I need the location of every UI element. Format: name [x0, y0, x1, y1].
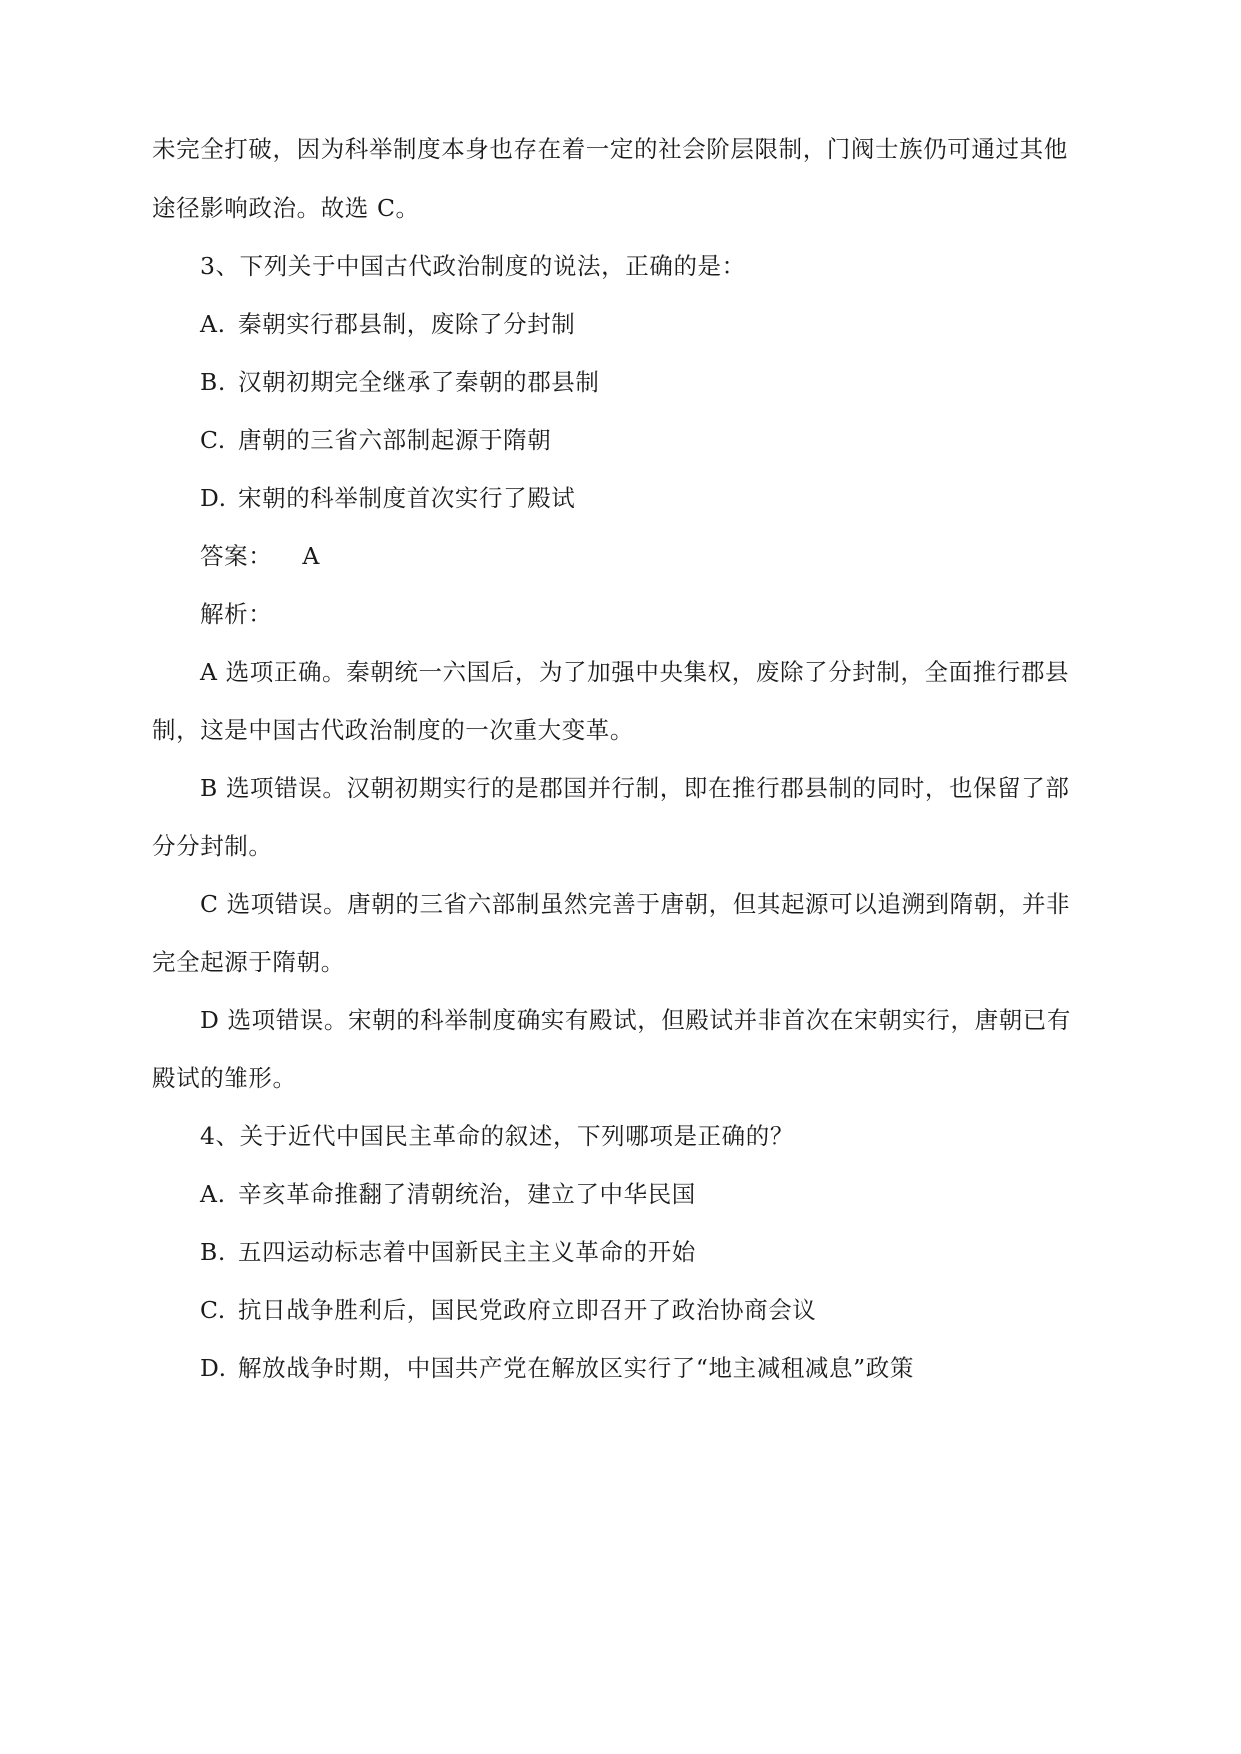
q3-analysis-label: 解析： — [200, 600, 273, 628]
option-text: 唐朝的三省六部制起源于隋朝 — [238, 426, 552, 454]
q3-analysis-a-line-1: A 选项正确。秦朝统一六国后，为了加强中央集权，废除了分封制，全面推行郡县 — [200, 658, 1070, 686]
option-text: 辛亥革命推翻了清朝统治，建立了中华民国 — [238, 1180, 696, 1208]
option-letter: C. — [200, 426, 226, 454]
option-text: 秦朝实行郡县制，废除了分封制 — [238, 310, 576, 338]
q3-analysis-c-line-1: C 选项错误。唐朝的三省六部制虽然完善于唐朝，但其起源可以追溯到隋朝，并非 — [200, 890, 1071, 918]
q3-analysis-c-line-2: 完全起源于隋朝。 — [152, 948, 345, 976]
q3-analysis-a-line-2: 制，这是中国古代政治制度的一次重大变革。 — [152, 716, 634, 744]
q3-analysis-b-line-1: B 选项错误。汉朝初期实行的是郡国并行制，即在推行郡县制的同时，也保留了部 — [200, 774, 1070, 802]
option-letter: A. — [200, 1180, 226, 1208]
option-text: 宋朝的科举制度首次实行了殿试 — [238, 484, 576, 512]
q4-option-d — [200, 1353, 914, 1383]
q3-option-a — [200, 309, 575, 339]
option-letter: B. — [200, 1238, 226, 1266]
q3-analysis-d-line-1: D 选项错误。宋朝的科举制度确实有殿试，但殿试并非首次在宋朝实行，唐朝已有 — [200, 1006, 1072, 1034]
answer-value: A — [302, 542, 320, 570]
option-text: 汉朝初期完全继承了秦朝的郡县制 — [238, 368, 600, 396]
q3-option-d — [200, 483, 575, 513]
q4-option-c — [200, 1295, 816, 1325]
option-text: 五四运动标志着中国新民主主义革命的开始 — [238, 1238, 696, 1266]
q3-answer — [200, 541, 320, 571]
option-letter: A. — [200, 310, 226, 338]
q2-explanation-line-2: 途径影响政治。故选 C。 — [152, 194, 420, 222]
option-letter: B. — [200, 368, 226, 396]
q3-analysis-d-line-2: 殿试的雏形。 — [152, 1064, 297, 1092]
q4-question-stem: 4、关于近代中国民主革命的叙述，下列哪项是正确的？ — [200, 1122, 794, 1150]
q3-question-stem: 3、下列关于中国古代政治制度的说法，正确的是： — [200, 252, 746, 280]
q4-option-b — [200, 1237, 696, 1267]
option-text: 抗日战争胜利后，国民党政府立即召开了政治协商会议 — [238, 1296, 817, 1324]
q4-option-a — [200, 1179, 696, 1209]
answer-label: 答案： — [200, 542, 273, 570]
option-text: 解放战争时期，中国共产党在解放区实行了“地主减租减息”政策 — [238, 1354, 914, 1382]
q3-option-c — [200, 425, 551, 455]
option-letter: D. — [200, 484, 227, 512]
option-letter: C. — [200, 1296, 226, 1324]
q2-explanation-line-1: 未完全打破，因为科举制度本身也存在着一定的社会阶层限制，门阀士族仍可通过其他 — [152, 135, 1068, 163]
q3-analysis-b-line-2: 分分封制。 — [152, 832, 273, 860]
option-letter: D. — [200, 1354, 227, 1382]
q3-option-b — [200, 367, 600, 397]
